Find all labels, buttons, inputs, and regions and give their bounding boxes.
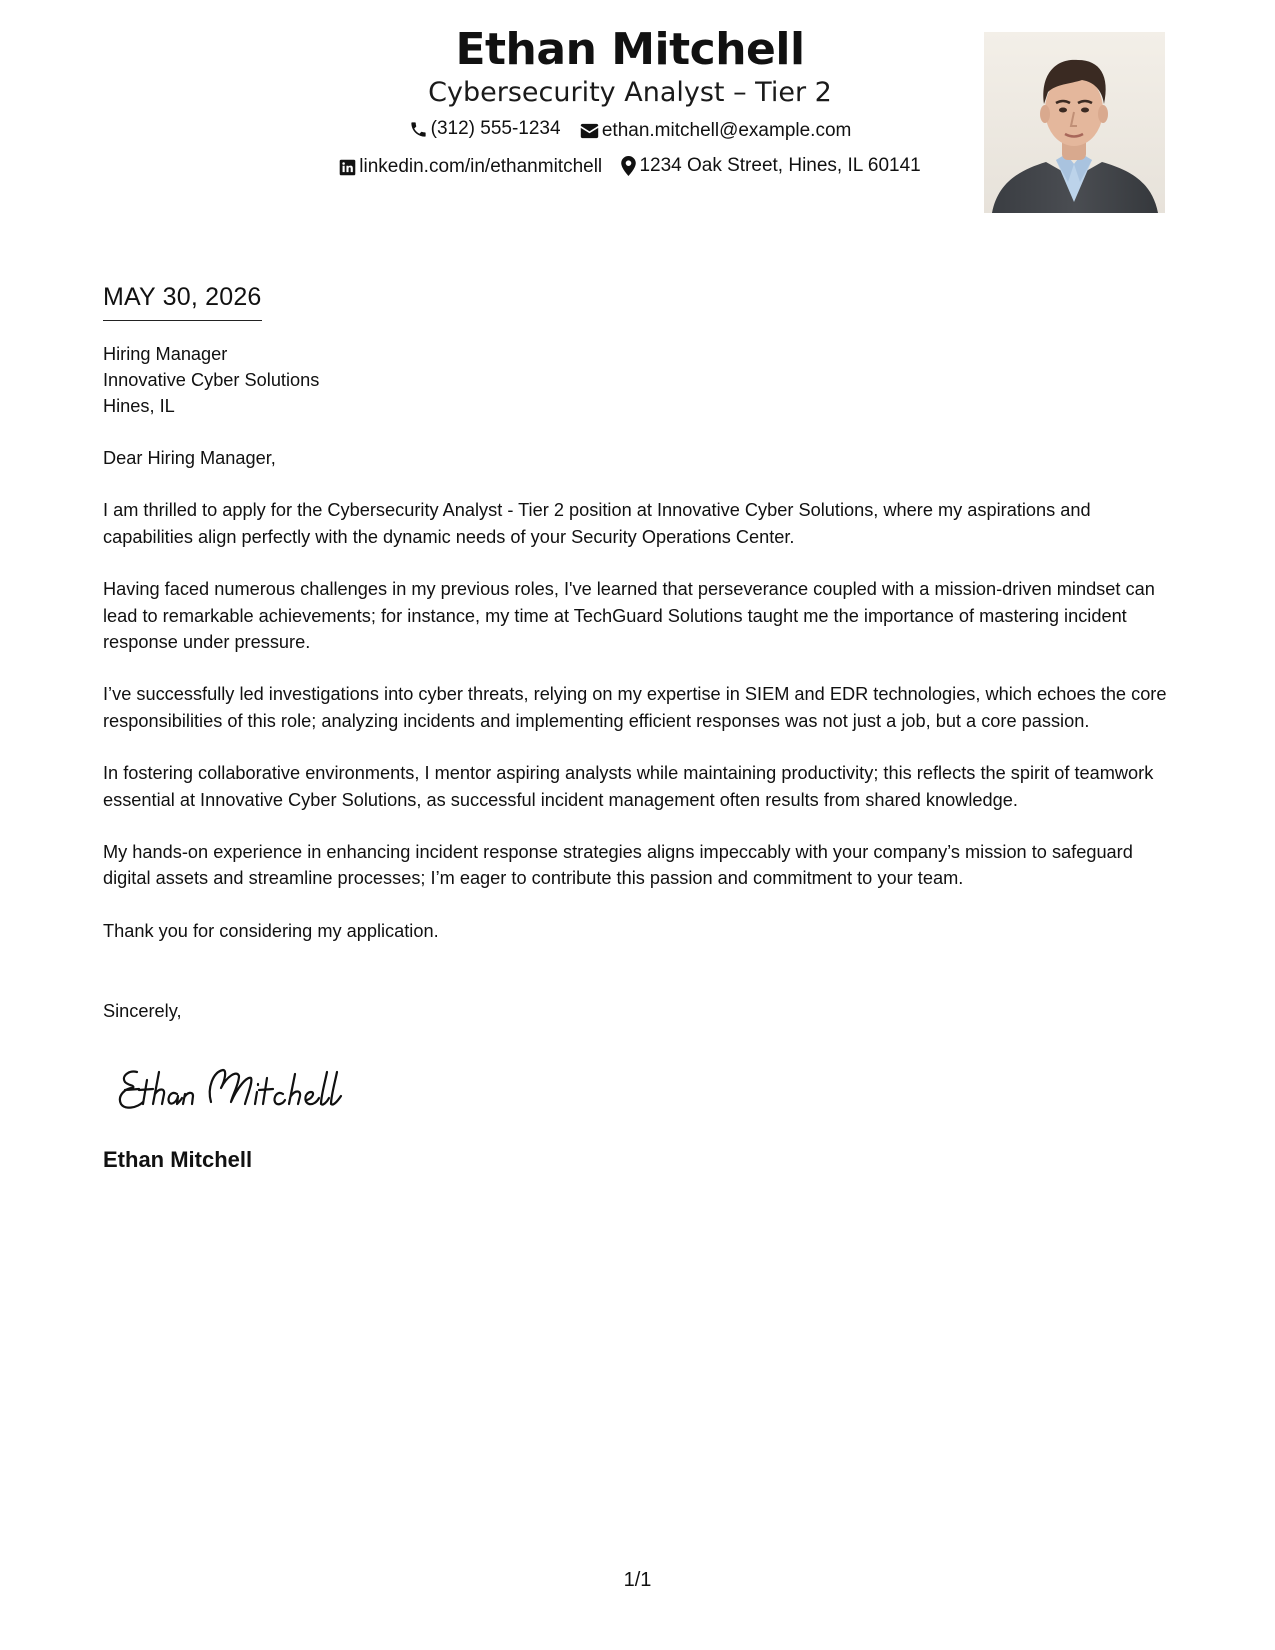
contact-phone	[409, 117, 561, 141]
handwritten-signature	[115, 1058, 355, 1118]
closing-thanks: Thank you for considering my application.	[103, 920, 439, 941]
paragraph-4: In fostering collaborative environments, I mentor aspiring analysts while maintaining productivity; this reflects the spirit of teamwork essential at Innovative Cyber Solutions, as successful incident management often results from shared knowledge.	[103, 763, 1154, 810]
applicant-role: Cybersecurity Analyst – Tier 2	[428, 77, 832, 108]
closing: Sincerely,	[103, 1001, 182, 1022]
envelope-icon	[580, 123, 599, 139]
letter-date: MAY 30, 2026	[103, 281, 262, 321]
contact-address	[621, 154, 920, 178]
paragraph-2: Having faced numerous challenges in my previous roles, I've learned that perseverance coupled with a mission-driven mindset can lead to remarkable achievements; for instance, my time at TechGuard Solutions taught me the importance of mastering incident response under pressure.	[103, 579, 1155, 653]
recipient-title: Hiring Manager	[103, 344, 228, 364]
letter-header	[0, 0, 1275, 240]
salutation: Dear Hiring Manager,	[103, 448, 276, 468]
signer-name: Ethan Mitchell	[103, 1147, 253, 1172]
contact-email[interactable]	[580, 119, 852, 143]
applicant-name: Ethan Mitchell	[455, 24, 805, 75]
phone-text: (312) 555-1234	[430, 118, 561, 139]
contact-linkedin[interactable]	[339, 155, 602, 179]
linkedin-icon	[339, 159, 356, 176]
paragraph-3: I’ve successfully led investigations into cyber threats, relying on my expertise in SIEM and EDR technologies, which echoes the core responsibilities of this role; analyzing incidents and implementing efficient responses was not just a job, but a core passion.	[103, 684, 1167, 731]
email-text: ethan.mitchell@example.com	[601, 119, 852, 141]
contact-line-1	[200, 117, 1060, 146]
linkedin-text: linkedin.com/in/ethanmitchell	[359, 156, 603, 177]
paragraph-5: My hands-on experience in enhancing incident response strategies aligns impeccably with your company’s mission to safeguard digital assets and streamline processes; I’m eager to contribute this passion and commitment to your team.	[103, 842, 1133, 889]
map-pin-icon	[621, 156, 636, 176]
header-text	[200, 24, 1060, 183]
contact-line-2	[200, 154, 1060, 183]
letter-body	[103, 341, 1183, 1025]
recipient-location: Hines, IL	[103, 396, 175, 416]
date-block	[103, 281, 262, 321]
recipient-block	[103, 341, 1183, 419]
recipient-company: Innovative Cyber Solutions	[103, 370, 320, 390]
profile-photo	[984, 32, 1165, 213]
paragraph-1: I am thrilled to apply for the Cybersecurity Analyst - Tier 2 position at Innovative Cyber Solutions, where my aspirations and capabilities align perfectly with the dynamic needs of your Security Operations Center.	[103, 500, 1091, 547]
page-number: 1/1	[623, 1569, 652, 1591]
phone-icon	[409, 120, 428, 139]
address-text: 1234 Oak Street, Hines, IL 60141	[639, 154, 921, 176]
